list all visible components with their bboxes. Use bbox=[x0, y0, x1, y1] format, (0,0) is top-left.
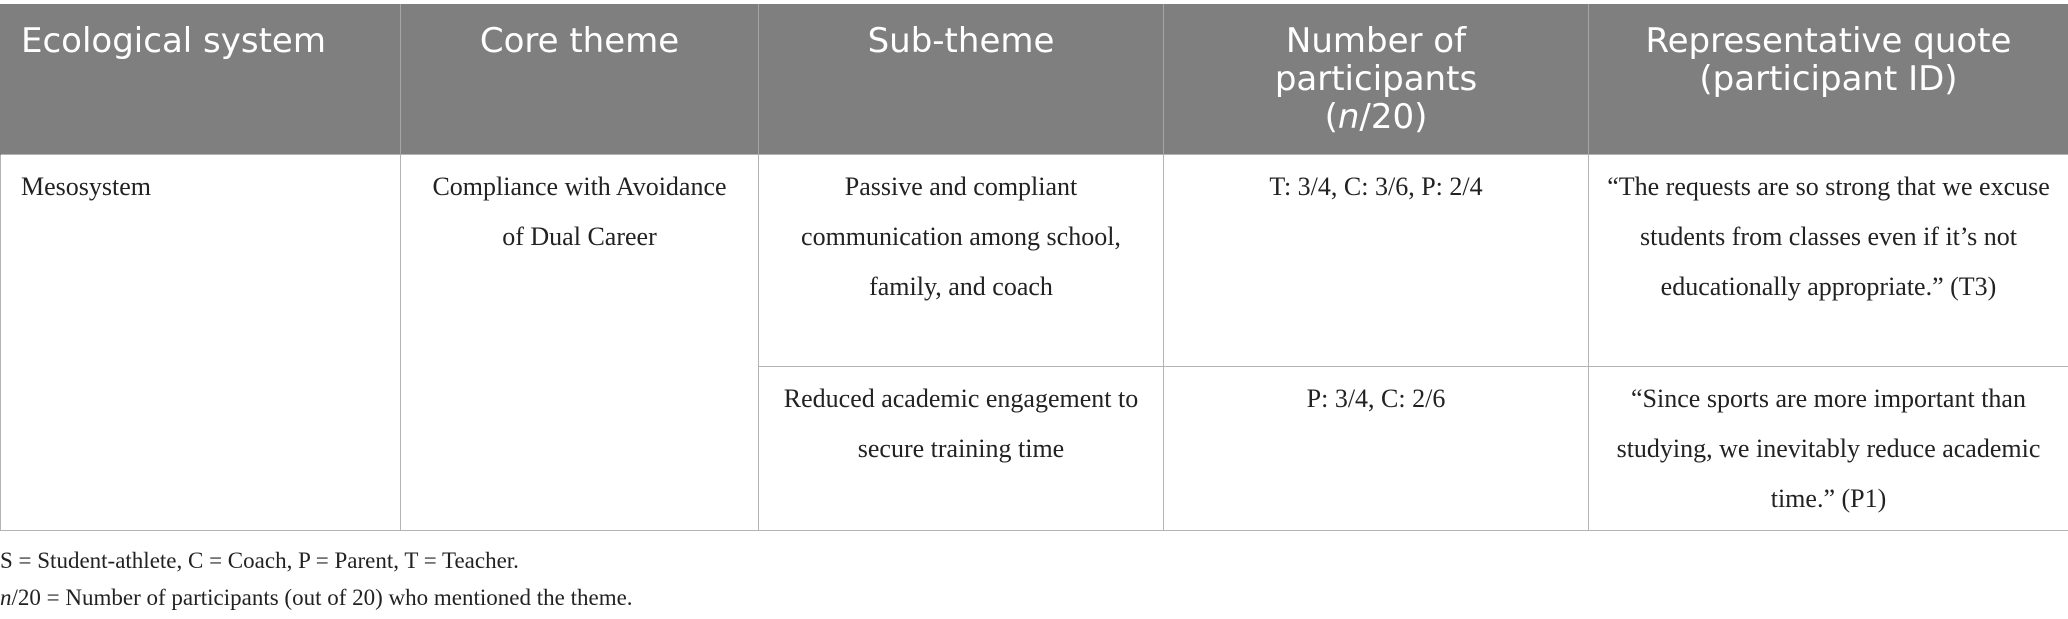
header-number-of-participants: Number of participants (n/20) bbox=[1164, 4, 1589, 154]
header-sub-theme: Sub-theme bbox=[759, 4, 1164, 154]
cell-participants: P: 3/4, C: 2/6 bbox=[1164, 366, 1589, 530]
cell-participants: T: 3/4, C: 3/6, P: 2/4 bbox=[1164, 154, 1589, 366]
header-core-theme: Core theme bbox=[401, 4, 759, 154]
themes-table-container bbox=[0, 4, 2068, 531]
header-ecological-system: Ecological system bbox=[1, 4, 401, 154]
table-footnotes bbox=[0, 542, 633, 616]
cell-ecological-system: Mesosystem bbox=[1, 154, 401, 530]
cell-quote: “The requests are so strong that we excuse students from classes even if it’s not educationally appropriate.” (T3) bbox=[1589, 154, 2068, 366]
cell-sub-theme: Reduced academic engagement to secure training time bbox=[759, 366, 1164, 530]
header-representative-quote: Representative quote (participant ID) bbox=[1589, 4, 2068, 154]
table-body bbox=[1, 154, 2068, 530]
header-n-fraction: (n/20) bbox=[1324, 97, 1428, 137]
footnote-n-definition: n/20 = Number of participants (out of 20) who mentioned the theme. bbox=[0, 585, 633, 610]
themes-table bbox=[0, 4, 2068, 531]
table-header bbox=[1, 4, 2068, 154]
cell-core-theme: Compliance with Avoidance of Dual Career bbox=[401, 154, 759, 530]
cell-sub-theme: Passive and compliant communication among school, family, and coach bbox=[759, 154, 1164, 366]
table-row bbox=[1, 154, 2068, 366]
header-row bbox=[1, 4, 2068, 154]
footnote-abbreviations: S = Student-athlete, C = Coach, P = Parent, T = Teacher. bbox=[0, 548, 519, 573]
cell-quote: “Since sports are more important than studying, we inevitably reduce academic time.” (P1) bbox=[1589, 366, 2068, 530]
